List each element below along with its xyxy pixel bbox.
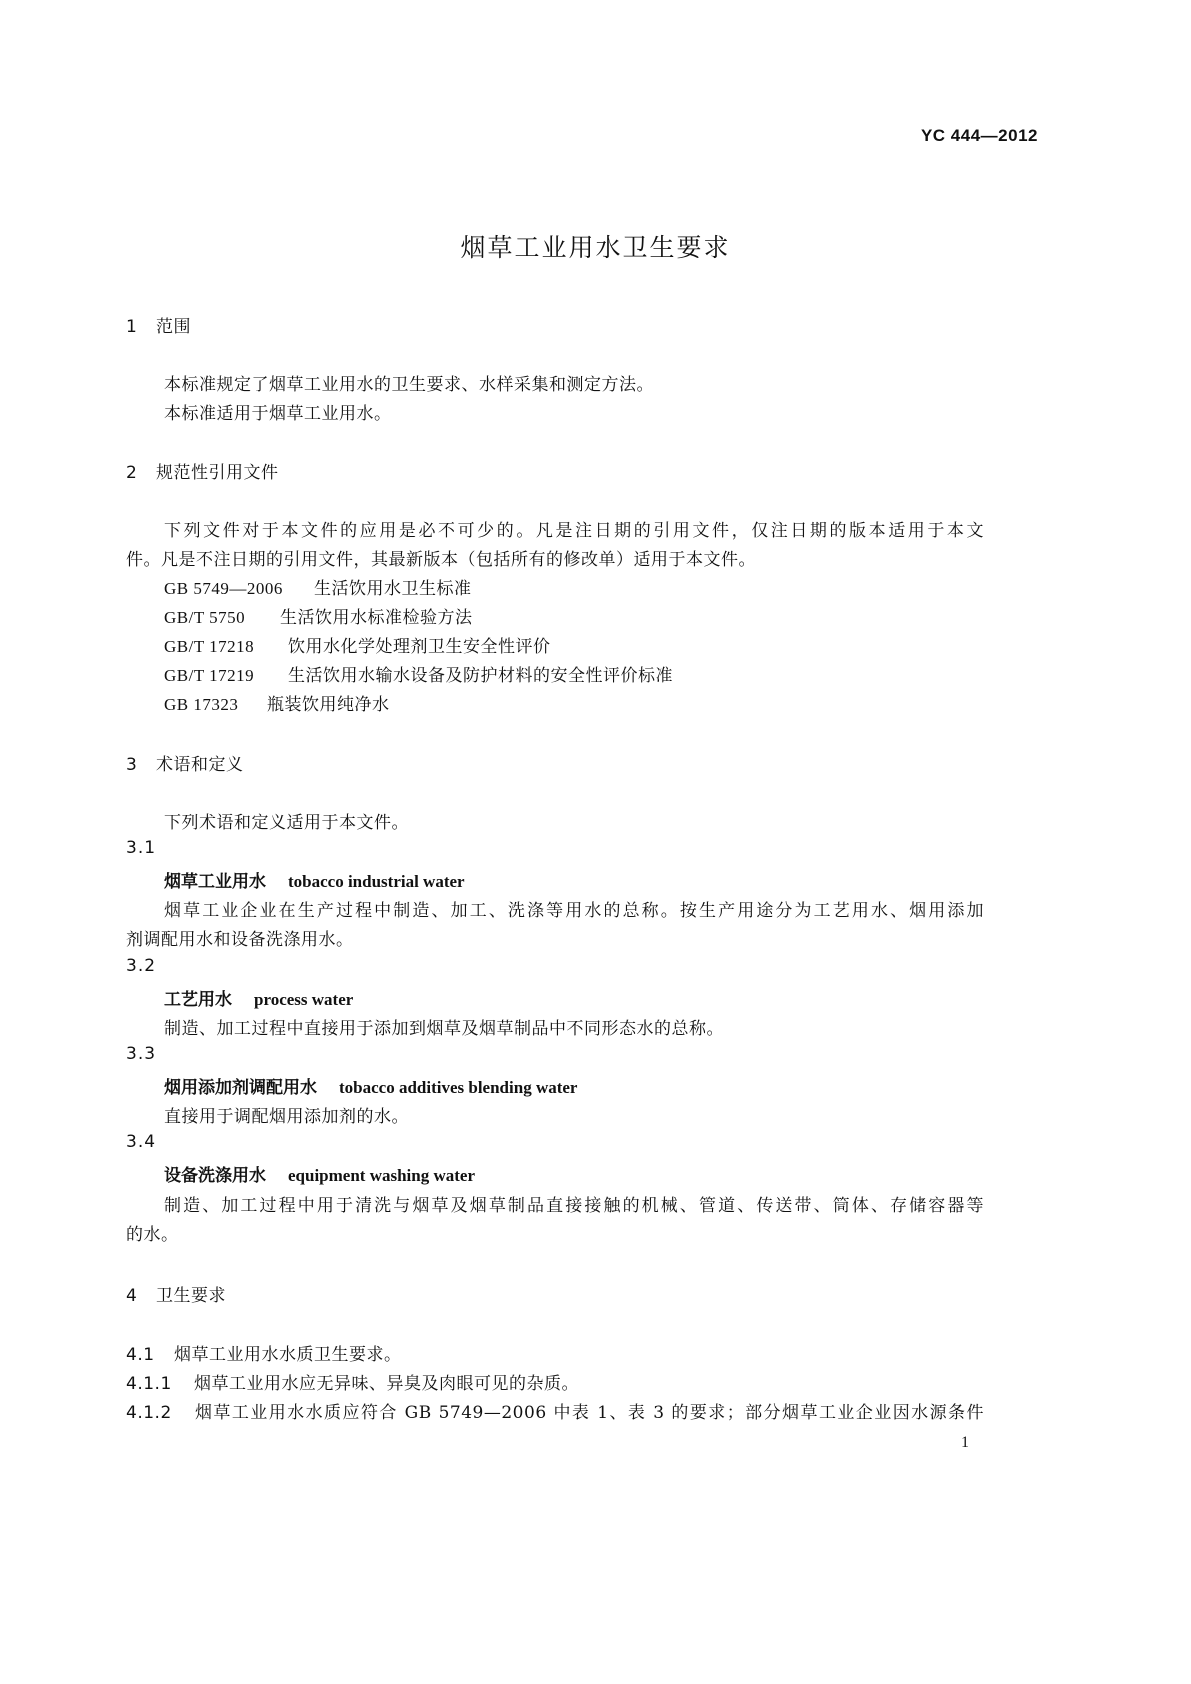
reference-code: GB/T 17219 [164,666,255,685]
term-heading [164,867,465,892]
definition-line: 的水。 [126,1225,179,1245]
reference-code: GB 17323 [164,695,239,714]
reference-item [164,661,673,686]
subclause-text: 烟草工业用水水质应符合 GB 5749—2006 中表 1、表 3 的要求；部分烟草工业企业因水源条件 [194,1403,984,1423]
section-number: 2 [126,463,138,483]
section-title: 术语和定义 [156,755,244,775]
paragraph-line: 下列文件对于本文件的应用是必不可少的。凡是注日期的引用文件，仅注日期的版本适用于本文 [164,521,984,541]
clause-number: 3.1 [126,838,157,858]
document-title: 烟草工业用水卫生要求 [460,233,731,262]
clause-number: 3.3 [126,1044,157,1064]
subclause [126,1340,402,1365]
reference-name: 生活饮用水标准检验方法 [280,608,473,628]
paragraph: 本标准规定了烟草工业用水的卫生要求、水样采集和测定方法。 [164,375,654,395]
section-3-heading [126,750,244,775]
term-english: equipment washing water [288,1166,476,1185]
definition-line: 直接用于调配烟用添加剂的水。 [164,1107,409,1127]
paragraph: 本标准适用于烟草工业用水。 [164,404,392,424]
term-chinese: 烟用添加剂调配用水 [164,1078,317,1098]
reference-code: GB/T 5750 [164,608,246,627]
term-heading [164,985,353,1010]
reference-code: GB 5749—2006 [164,579,283,598]
section-1-heading [126,312,191,337]
term-english: process water [254,990,354,1009]
definition-line: 烟草工业企业在生产过程中制造、加工、洗涤等用水的总称。按生产用途分为工艺用水、烟用添加 [164,901,984,921]
reference-item [164,690,390,715]
subclause-number: 4.1.1 [126,1374,172,1394]
section-2-heading [126,458,279,483]
section-title: 规范性引用文件 [156,463,279,483]
definition-line: 制造、加工过程中直接用于添加到烟草及烟草制品中不同形态水的总称。 [164,1019,724,1039]
section-number: 1 [126,317,138,337]
subclause [126,1398,984,1423]
reference-name: 生活饮用水输水设备及防护材料的安全性评价标准 [288,666,673,686]
section-number: 4 [126,1286,138,1306]
paragraph: 下列术语和定义适用于本文件。 [164,813,409,833]
reference-name: 饮用水化学处理剂卫生安全性评价 [288,637,551,657]
subclause [126,1369,579,1394]
term-english: tobacco additives blending water [339,1078,578,1097]
term-english: tobacco industrial water [288,872,465,891]
subclause-number: 4.1 [126,1345,155,1365]
reference-item [164,632,551,657]
term-heading [164,1073,577,1098]
section-title: 卫生要求 [156,1286,226,1306]
term-chinese: 工艺用水 [164,990,232,1010]
clause-number: 3.4 [126,1132,157,1152]
term-chinese: 烟草工业用水 [164,872,266,892]
subclause-number: 4.1.2 [126,1403,172,1423]
paragraph-line: 件。凡是不注日期的引用文件，其最新版本（包括所有的修改单）适用于本文件。 [126,550,756,570]
reference-code: GB/T 17218 [164,637,255,656]
definition-line: 制造、加工过程中用于清洗与烟草及烟草制品直接接触的机械、管道、传送带、筒体、存储容器等 [164,1196,984,1216]
section-4-heading [126,1281,226,1306]
section-number: 3 [126,755,138,775]
subclause-text: 烟草工业用水水质卫生要求。 [174,1345,402,1365]
reference-item [164,574,472,599]
section-title: 范围 [156,317,191,337]
clause-number: 3.2 [126,956,157,976]
term-chinese: 设备洗涤用水 [164,1166,266,1186]
definition-line: 剂调配用水和设备洗涤用水。 [126,930,354,950]
subclause-text: 烟草工业用水应无异味、异臭及肉眼可见的杂质。 [194,1374,579,1394]
term-heading [164,1161,475,1186]
page-number: 1 [961,1434,969,1451]
standard-code: YC 444—2012 [920,126,1038,145]
reference-item [164,603,473,628]
reference-name: 生活饮用水卫生标准 [314,579,472,599]
reference-name: 瓶装饮用纯净水 [267,695,390,715]
